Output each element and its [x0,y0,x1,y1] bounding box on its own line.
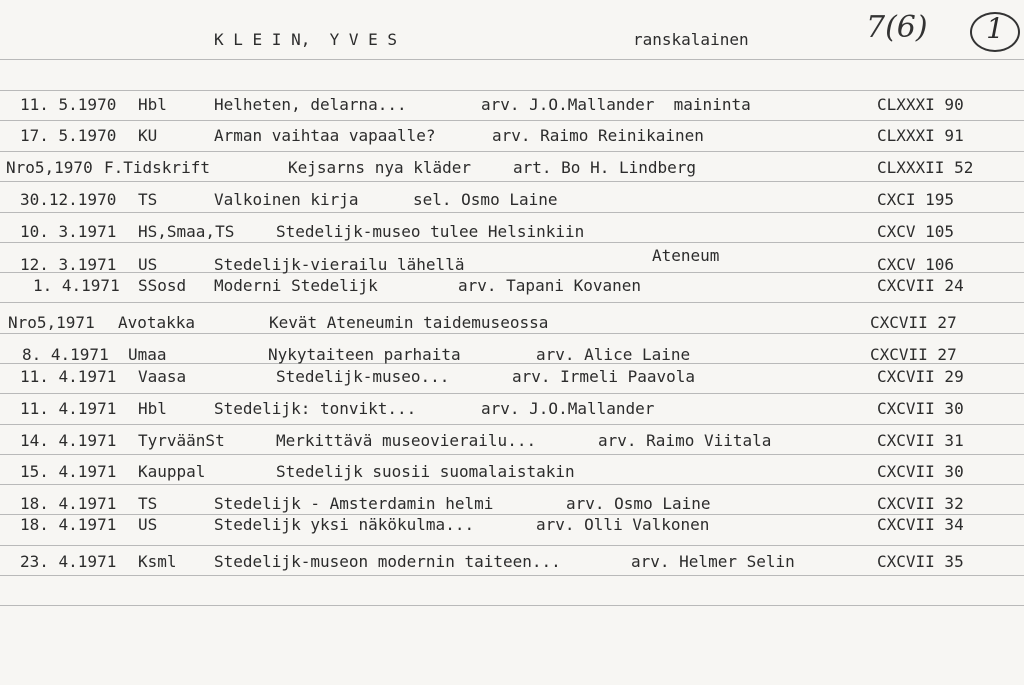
rule-line [0,454,1024,455]
entry-date: 23. 4.1971 [20,552,117,571]
entry-row [0,345,1024,367]
entry-title: Stedelijk: tonvikt... [214,399,417,418]
entry-source: TyrväänSt [138,431,225,450]
entry-date: 18. 4.1971 [20,494,117,513]
rule-line [0,120,1024,121]
entry-note: arv. J.O.Mallander [481,399,655,418]
entry-source: Umaa [128,345,167,364]
entry-note: arv. Raimo Viitala [598,431,772,450]
entry-title: Kevät Ateneumin taidemuseossa [269,313,549,332]
entry-source: HS,Smaa,TS [138,222,235,241]
entry-title: Helheten, delarna... [214,95,407,114]
circled-card-number [970,12,1020,52]
circled-number-text: 1 [986,12,1004,45]
entry-date: 18. 4.1971 [20,515,117,534]
entry-row [0,367,1024,389]
entry-source: US [138,515,158,534]
entry-title: Arman vaihtaa vapaalle? [214,126,436,145]
entry-title: Stedelijk-museo... [276,367,450,386]
artist-nationality: ranskalainen [633,30,749,49]
entry-title: Stedelijk-vierailu lähellä [214,255,465,274]
entry-ref: CXCV 106 [877,255,955,274]
rule-line [0,575,1024,576]
entry-ref: CXCVII 30 [877,399,964,418]
entry-source: Avotakka [118,313,196,332]
rule-line [0,151,1024,152]
entry-title: Kejsarns nya kläder [288,158,472,177]
entry-ref: CXCVII 34 [877,515,964,534]
entry-note: arv. Helmer Selin [631,552,795,571]
entry-row [0,190,1024,212]
entry-date: 12. 3.1971 [20,255,117,274]
entry-date: 17. 5.1970 [20,126,117,145]
entry-row [0,276,1024,298]
entry-note-ateneum: Ateneum [652,246,720,265]
entry-ref: CXCVII 32 [877,494,964,513]
entry-ref: CXCVII 31 [877,431,964,450]
rule-line [0,424,1024,425]
entry-source: KU [138,126,158,145]
rule-line [0,545,1024,546]
entry-row [0,222,1024,244]
handwritten-number: 7(6) [866,10,928,45]
entry-source: TS [138,190,158,209]
entry-ref: CXCVII 27 [870,345,957,364]
rule-line [0,181,1024,182]
entry-title: Stedelijk suosii suomalaistakin [276,462,575,481]
entry-ref: CLXXXI 91 [877,126,964,145]
entry-note: arv. Irmeli Paavola [512,367,696,386]
entry-note: arv. Alice Laine [536,345,691,364]
entry-source: SSosd [138,276,187,295]
entry-source: TS [138,494,158,513]
entry-ref: CXCVII 35 [877,552,964,571]
entry-note: arv. Osmo Laine [566,494,711,513]
entry-date: 14. 4.1971 [20,431,117,450]
entry-date: 10. 3.1971 [20,222,117,241]
entry-source: Hbl [138,95,167,114]
entry-date: Nro5,1971 [8,313,95,332]
entry-source: F.Tidskrift [104,158,210,177]
entry-row [0,399,1024,421]
entry-ref: CXCI 195 [877,190,955,209]
entry-date: 15. 4.1971 [20,462,117,481]
entry-date: 1. 4.1971 [33,276,120,295]
rule-line [0,484,1024,485]
entry-row [0,552,1024,574]
entry-ref: CLXXXII 52 [877,158,974,177]
entry-title: Stedelijk-museon modernin taiteen... [214,552,561,571]
entry-row [0,95,1024,117]
entry-note: arv. Olli Valkonen [536,515,710,534]
entry-title: Nykytaiteen parhaita [268,345,461,364]
entry-source: US [138,255,158,274]
entry-title: Merkittävä museovierailu... [276,431,537,450]
entry-ref: CXCVII 24 [877,276,964,295]
entry-note: sel. Osmo Laine [413,190,558,209]
entry-note: arv. Tapani Kovanen [458,276,642,295]
rule-line [0,605,1024,606]
rule-line [0,90,1024,91]
entry-row [0,515,1024,537]
entry-ref: CLXXXI 90 [877,95,964,114]
entry-source: Ksml [138,552,177,571]
entry-title: Stedelijk-museo tulee Helsinkiin [276,222,585,241]
entry-note: arv. Raimo Reinikainen [492,126,704,145]
entry-ref: CXCVII 27 [870,313,957,332]
entry-title: Valkoinen kirja [214,190,359,209]
entry-row [0,431,1024,453]
entry-source: Vaasa [138,367,187,386]
entry-row [0,313,1024,335]
entry-date: Nro5,1970 [6,158,93,177]
entry-title: Stedelijk - Amsterdamin helmi [214,494,494,513]
entry-row [0,158,1024,180]
entry-row [0,494,1024,516]
rule-line [0,393,1024,394]
entry-date: 11. 4.1971 [20,399,117,418]
entry-ref: CXCVII 30 [877,462,964,481]
entry-source: Kauppal [138,462,206,481]
rule-line [0,212,1024,213]
rule-line [0,302,1024,303]
entry-date: 11. 4.1971 [20,367,117,386]
entry-title: Stedelijk yksi näkökulma... [214,515,475,534]
artist-name: K L E I N, Y V E S [214,30,398,49]
entry-ref: CXCV 105 [877,222,955,241]
entry-source: Hbl [138,399,167,418]
entry-ref: CXCVII 29 [877,367,964,386]
entry-row [0,462,1024,484]
entry-row [0,126,1024,148]
entry-date: 30.12.1970 [20,190,117,209]
entry-date: 11. 5.1970 [20,95,117,114]
rule-line [0,59,1024,60]
entry-date: 8. 4.1971 [22,345,109,364]
entry-row [0,255,1024,277]
entry-note: arv. J.O.Mallander maininta [481,95,751,114]
entry-title: Moderni Stedelijk [214,276,378,295]
entry-note: art. Bo H. Lindberg [513,158,697,177]
